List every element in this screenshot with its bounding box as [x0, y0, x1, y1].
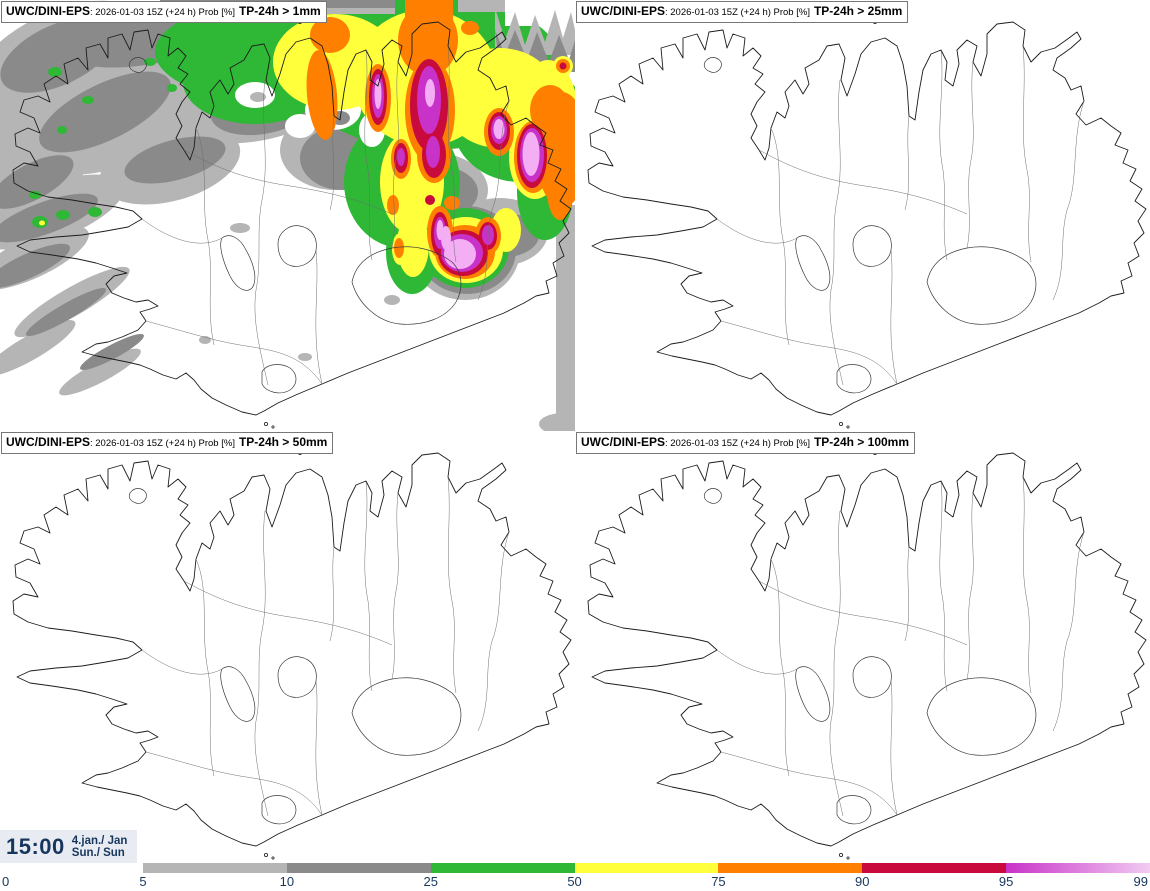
- legend-segment: [143, 863, 287, 873]
- legend-segment: [575, 863, 719, 873]
- run-info: : 2026-01-03 15Z (+24 h) Prob [%]: [665, 7, 810, 18]
- panel-tp24h-100mm: [575, 431, 1150, 863]
- probability-legend: [0, 863, 1150, 891]
- legend-tick-label: 75: [711, 874, 726, 889]
- panel-tp24h-1mm: [0, 0, 575, 432]
- valid-time-box: [0, 830, 137, 863]
- panel-title-25mm: [576, 1, 908, 23]
- model-name: UWC/DINI-EPS: [6, 435, 90, 449]
- map-tp24h-50mm: [0, 431, 575, 863]
- panel-tp24h-50mm: [0, 431, 575, 863]
- valid-weekday: Sun./ Sun: [71, 846, 125, 859]
- legend-tick-label: 25: [423, 874, 438, 889]
- map-tp24h-100mm: [575, 431, 1150, 863]
- threshold-label: TP-24h > 100mm: [813, 435, 910, 449]
- model-name: UWC/DINI-EPS: [6, 4, 90, 18]
- legend-tick-label: 5: [139, 874, 147, 889]
- legend-segment: [862, 863, 1006, 873]
- threshold-label: TP-24h > 50mm: [238, 435, 328, 449]
- legend-tick-label: 50: [567, 874, 582, 889]
- panel-title-1mm: [1, 1, 327, 23]
- run-info: : 2026-01-03 15Z (+24 h) Prob [%]: [90, 438, 235, 449]
- legend-segment: [1006, 863, 1150, 873]
- legend-tick-label: 10: [279, 874, 295, 889]
- legend-segment: [287, 863, 431, 873]
- threshold-label: TP-24h > 25mm: [813, 4, 903, 18]
- legend-segment: [718, 863, 862, 873]
- valid-date: 4.jan./ Jan: [71, 834, 128, 847]
- run-info: : 2026-01-03 15Z (+24 h) Prob [%]: [665, 438, 810, 449]
- legend-bar: [143, 863, 1150, 873]
- map-tp24h-25mm: [575, 0, 1150, 432]
- legend-tick-label: 0: [2, 874, 10, 889]
- legend-tick-label: 90: [855, 874, 870, 889]
- valid-time: 15:00: [6, 833, 65, 859]
- threshold-label: TP-24h > 1mm: [238, 4, 321, 18]
- model-name: UWC/DINI-EPS: [581, 435, 665, 449]
- panel-tp24h-25mm: [575, 0, 1150, 432]
- legend-segment: [431, 863, 575, 873]
- probability-field: [0, 0, 575, 432]
- map-tp24h-1mm: [0, 0, 575, 432]
- legend-labels: [0, 873, 1150, 891]
- model-name: UWC/DINI-EPS: [581, 4, 665, 18]
- run-info: : 2026-01-03 15Z (+24 h) Prob [%]: [90, 7, 235, 18]
- panel-title-100mm: [576, 432, 915, 454]
- legend-tick-label: 99: [1133, 874, 1148, 889]
- panel-title-50mm: [1, 432, 333, 454]
- legend-tick-label: 95: [998, 874, 1014, 889]
